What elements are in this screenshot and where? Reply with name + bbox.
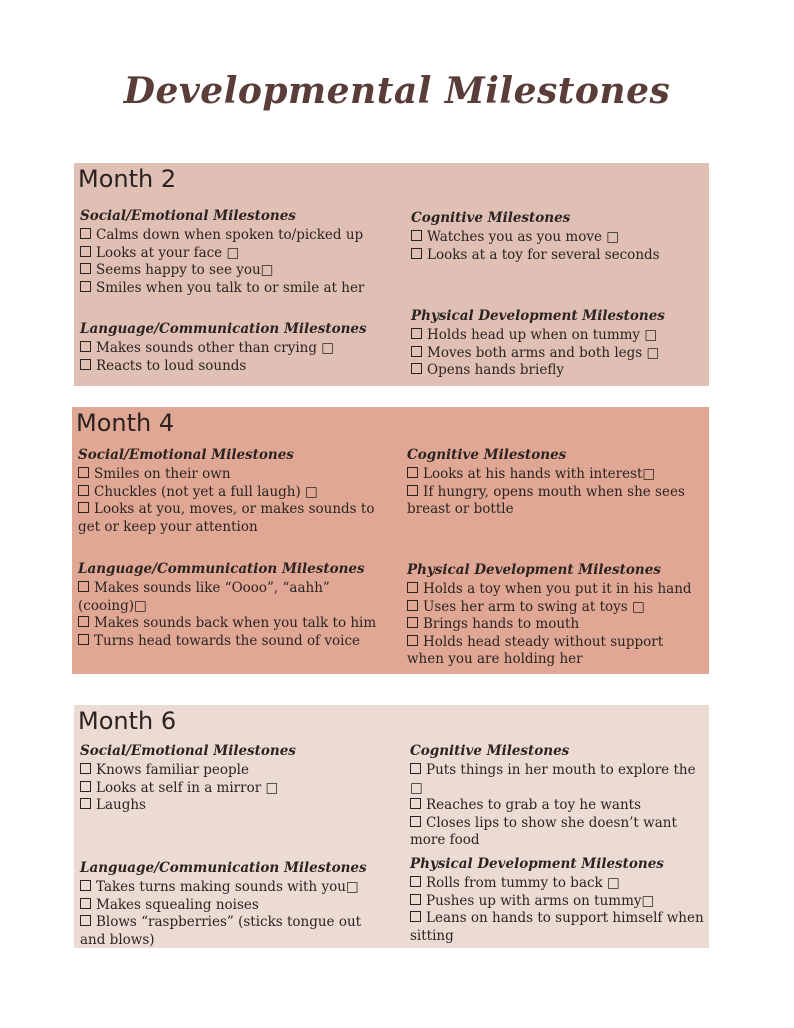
- month-heading: Month 6: [78, 707, 177, 735]
- cognitive-group: [410, 743, 706, 850]
- milestone-text: Looks at your face □: [96, 244, 240, 261]
- milestone-text: Watches you as you move □: [427, 229, 619, 245]
- milestone-item[interactable]: [80, 262, 380, 280]
- milestone-item[interactable]: [410, 762, 706, 797]
- milestone-text: Makes sounds like “Oooo”, “aahh” (cooing)□: [78, 580, 330, 614]
- physical-development-group: [410, 856, 706, 945]
- milestone-text: Looks at self in a mirror □: [96, 779, 279, 796]
- group-heading: Physical Development Milestones: [411, 308, 665, 324]
- milestone-text: Seems happy to see you□: [96, 262, 274, 278]
- checkbox[interactable]: [78, 485, 89, 496]
- language-communication-group: [80, 860, 385, 949]
- milestone-item[interactable]: [80, 914, 385, 949]
- checkbox[interactable]: [80, 898, 91, 909]
- milestone-item[interactable]: [411, 345, 706, 363]
- checkbox[interactable]: [407, 600, 418, 611]
- checkbox[interactable]: [410, 763, 421, 774]
- month-heading: Month 2: [78, 165, 177, 193]
- checkbox[interactable]: [80, 281, 91, 292]
- milestone-text: Leans on hands to support himself when sitting: [410, 910, 704, 944]
- month-heading: Month 4: [76, 409, 175, 437]
- milestone-text: Puts things in her mouth to explore the □: [410, 762, 696, 796]
- milestone-text: Pushes up with arms on tummy□: [426, 892, 655, 909]
- milestone-item[interactable]: [78, 466, 378, 484]
- milestone-text: Opens hands briefly: [427, 362, 564, 378]
- milestone-item[interactable]: [411, 362, 706, 380]
- milestone-item[interactable]: [80, 227, 380, 245]
- milestone-item[interactable]: [80, 780, 380, 798]
- milestone-text: Holds head up when on tummy □: [427, 327, 658, 343]
- group-heading: Physical Development Milestones: [410, 856, 664, 872]
- milestone-text: Smiles when you talk to or smile at her: [96, 279, 365, 296]
- checkbox[interactable]: [410, 894, 421, 905]
- milestone-text: Holds a toy when you put it in his hand: [423, 581, 692, 597]
- group-heading: Cognitive Milestones: [411, 210, 571, 226]
- milestone-text: Knows familiar people: [96, 762, 249, 778]
- milestone-text: Looks at his hands with interest□: [423, 466, 656, 482]
- milestone-item[interactable]: [78, 580, 383, 615]
- milestone-item[interactable]: [411, 247, 706, 265]
- milestone-item[interactable]: [410, 875, 706, 893]
- milestone-item[interactable]: [80, 797, 380, 815]
- milestone-text: Reaches to grab a toy he wants: [426, 797, 642, 813]
- milestone-text: If hungry, opens mouth when she sees breast or bottle: [407, 483, 685, 517]
- checkbox[interactable]: [411, 248, 422, 259]
- milestone-item[interactable]: [407, 599, 702, 617]
- checkbox[interactable]: [80, 781, 91, 792]
- milestone-item[interactable]: [411, 327, 706, 345]
- milestone-item[interactable]: [410, 910, 706, 945]
- checkbox[interactable]: [80, 880, 91, 891]
- social-emotional-group: [80, 208, 380, 297]
- checkbox[interactable]: [407, 485, 418, 496]
- checkbox[interactable]: [78, 616, 89, 627]
- language-communication-group: [80, 321, 380, 375]
- group-heading: Social/Emotional Milestones: [78, 447, 294, 463]
- group-heading: Language/Communication Milestones: [80, 860, 367, 876]
- language-communication-group: [78, 561, 383, 650]
- checkbox[interactable]: [78, 581, 89, 592]
- cognitive-group: [411, 210, 706, 264]
- checkbox[interactable]: [407, 582, 418, 593]
- group-heading: Cognitive Milestones: [410, 743, 570, 759]
- checkbox[interactable]: [80, 915, 91, 926]
- milestone-text: Rolls from tummy to back □: [426, 875, 620, 891]
- milestone-item[interactable]: [410, 815, 706, 850]
- page-title: Developmental Milestones: [123, 70, 671, 112]
- milestone-text: Makes sounds back when you talk to him: [94, 615, 377, 631]
- milestone-text: Turns head towards the sound of voice: [94, 632, 361, 649]
- milestone-item[interactable]: [80, 897, 385, 915]
- milestone-item[interactable]: [80, 358, 380, 376]
- group-heading: Cognitive Milestones: [407, 447, 567, 463]
- milestone-text: Makes sounds other than crying □: [96, 340, 335, 356]
- checkbox[interactable]: [80, 263, 91, 274]
- milestone-text: Closes lips to show she doesn’t want more food: [410, 814, 677, 848]
- group-heading: Social/Emotional Milestones: [80, 208, 296, 224]
- checkbox[interactable]: [410, 816, 421, 827]
- checkbox[interactable]: [407, 617, 418, 628]
- checkbox[interactable]: [410, 798, 421, 809]
- checkbox[interactable]: [80, 228, 91, 239]
- group-heading: Language/Communication Milestones: [80, 321, 367, 337]
- social-emotional-group: [78, 447, 378, 536]
- checkbox[interactable]: [410, 911, 421, 922]
- milestone-item[interactable]: [80, 245, 380, 263]
- milestone-item[interactable]: [78, 633, 383, 651]
- milestone-text: Smiles on their own: [94, 466, 231, 482]
- milestone-item[interactable]: [407, 616, 702, 634]
- milestone-item[interactable]: [78, 615, 383, 633]
- checkbox[interactable]: [78, 634, 89, 645]
- milestone-item[interactable]: [407, 466, 699, 484]
- milestone-item[interactable]: [80, 280, 380, 298]
- cognitive-group: [407, 447, 699, 519]
- milestone-text: Laughs: [96, 797, 146, 813]
- checkbox[interactable]: [411, 328, 422, 339]
- milestone-item[interactable]: [411, 229, 706, 247]
- checkbox[interactable]: [411, 346, 422, 357]
- physical-development-group: [407, 562, 702, 669]
- checkbox[interactable]: [411, 363, 422, 374]
- checkbox[interactable]: [411, 230, 422, 241]
- milestone-text: Looks at a toy for several seconds: [427, 246, 660, 263]
- milestone-item[interactable]: [407, 484, 699, 519]
- milestone-text: Brings hands to mouth: [423, 616, 580, 632]
- milestone-text: Blows “raspberries” (sticks tongue out and blows): [80, 914, 362, 948]
- checkbox[interactable]: [80, 246, 91, 257]
- milestone-text: Chuckles (not yet a full laugh) □: [94, 483, 318, 500]
- group-heading: Language/Communication Milestones: [78, 561, 365, 577]
- physical-development-group: [411, 308, 706, 380]
- checkbox[interactable]: [78, 502, 89, 513]
- milestone-item[interactable]: [407, 634, 702, 669]
- milestone-item[interactable]: [410, 893, 706, 911]
- milestone-text: Looks at you, moves, or makes sounds to get or keep your attention: [78, 501, 375, 535]
- group-heading: Social/Emotional Milestones: [80, 743, 296, 759]
- milestone-item[interactable]: [78, 484, 378, 502]
- milestone-text: Moves both arms and both legs □: [427, 344, 660, 361]
- milestone-text: Reacts to loud sounds: [96, 357, 247, 374]
- milestone-text: Uses her arm to swing at toys □: [423, 598, 645, 615]
- milestone-text: Makes squealing noises: [96, 896, 259, 913]
- milestone-text: Takes turns making sounds with you□: [96, 879, 359, 895]
- month-4-section: [72, 407, 709, 674]
- social-emotional-group: [80, 743, 380, 815]
- checkbox[interactable]: [80, 341, 91, 352]
- checkbox[interactable]: [80, 798, 91, 809]
- checkbox[interactable]: [407, 635, 418, 646]
- milestone-text: Holds head steady without support when you are holding her: [407, 633, 664, 667]
- milestone-item[interactable]: [80, 340, 380, 358]
- checkbox[interactable]: [80, 359, 91, 370]
- milestone-item[interactable]: [407, 581, 702, 599]
- milestone-item[interactable]: [80, 879, 385, 897]
- milestone-text: Calms down when spoken to/picked up: [96, 227, 364, 243]
- milestone-item[interactable]: [410, 797, 706, 815]
- checkbox[interactable]: [78, 467, 89, 478]
- milestone-item[interactable]: [80, 762, 380, 780]
- checkbox[interactable]: [80, 763, 91, 774]
- milestone-item[interactable]: [78, 501, 378, 536]
- checkbox[interactable]: [410, 876, 421, 887]
- month-6-section: [74, 705, 709, 948]
- checkbox[interactable]: [407, 467, 418, 478]
- group-heading: Physical Development Milestones: [407, 562, 661, 578]
- month-2-section: [74, 163, 709, 386]
